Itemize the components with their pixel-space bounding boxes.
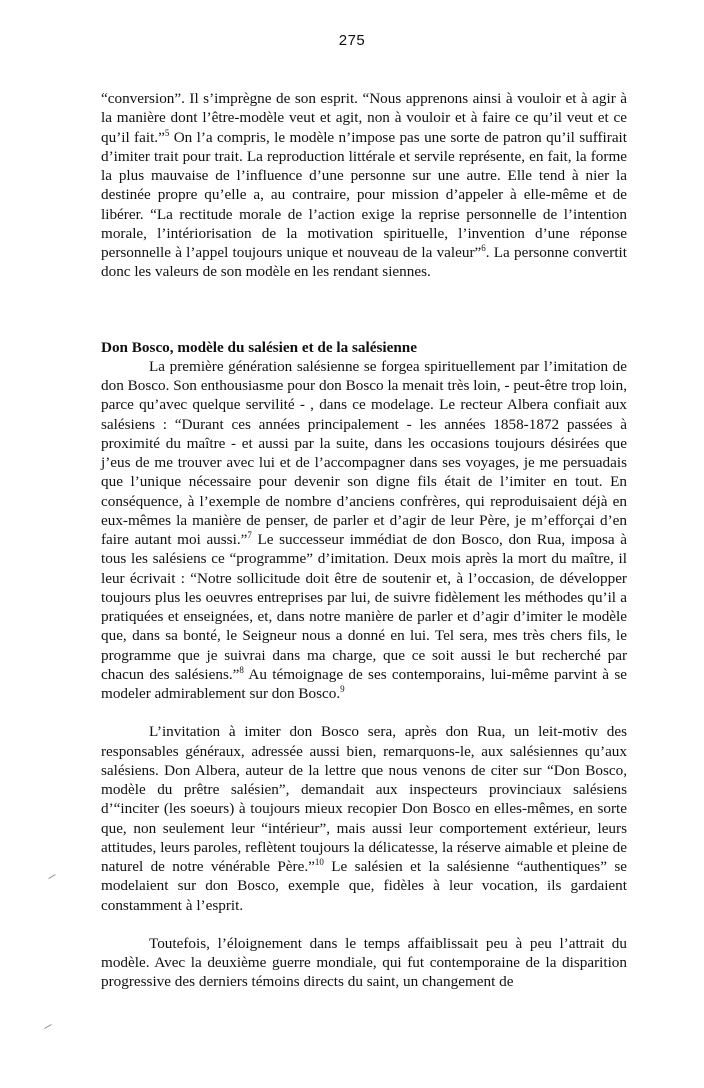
footnote-ref: 5 [164,127,170,138]
footnote-ref: 6 [481,242,486,253]
paragraph [101,357,627,704]
paragraph-continued [101,89,627,282]
page-number: 275 [338,32,366,49]
paragraph-text: Le successeur immédiat de don Bosco, don Rua, imposa à tous les salésiens ce “programme” d’imitation. Deux mois après la mort du maître, il leur écrivait : “Notre sollicitude doit être de soutenir et, à l’occasion, de développer toujours plus les oeuvres entreprises par lui, de suivre fidèlement les méthodes qu’il a pratiquées et enseignées, et, dans notre manière de parler et d’agir d’imiter le modèle que, dans sa bonté, le Seigneur nous a donné en lui. Tel sera, mes très chers fils, le programme que je suivrai dans ma charge, que ce soit aussi le but recherché par chacun des salésiens.” [101,531,628,683]
footnote-ref: 7 [247,529,252,540]
section-heading: Don Bosco, modèle du salésien et de la salésienne [101,338,417,356]
paragraph-text: L’invitation à imiter don Bosco sera, après don Rua, un leit-motiv des responsables généraux, adressée aussi bien, remarquons-le, aux salésiennes qu’aux salésiens. Don Albera, auteur de la lettre que nous venons de citer sur “Don Bosco, modèle du prêtre salésien”, demandait aux inspecteurs provinciaux salésiens d’“inciter (les soeurs) à toujours mieux recopier Don Bosco en elles-mêmes, en sorte que, non seulement leur “intérieur”, mais aussi leur comportement extérieur, leurs attitudes, leurs paroles, reflètent toujours la délicatesse, la réserve aimable et pleine de naturel de notre vénérable Père.” [101,723,627,875]
margin-pencil-mark [44,1024,51,1029]
paragraph-text: Le salésien et la salésienne “authentiques” se modelaient sur don Bosco, exemple que, fidèles à leur vocation, ils gardaient constamment à l’esprit. [101,858,627,914]
paragraph [101,934,627,992]
page-body [101,89,627,992]
paragraph-text: On l’a compris, le modèle n’impose pas une sorte de patron qu’il suffirait d’imiter trait pour trait. La reproduction littérale et servile représente, en fait, la forme la plus mauvaise de l’influence d’une personne sur une autre. Elle tend à nier la destinée propre qu’elle a, au contraire, pour mission d’appeler à elle-même et de libérer. “La rectitude morale de l’action exige la reprise personnelle de l’intention morale, l’intériorisation de la motivation spirituelle, l’invention d’une réponse personnelle à l’appel toujours unique et nouveau de la valeur” [101,128,627,261]
footnote-ref: 9 [340,683,345,694]
paragraph-text: Au témoignage de ses contemporains, lui-même parvint à se modeler admirablement sur don Bosco. [101,665,627,702]
paragraph-text: Toutefois, l’éloignement dans le temps affaiblissait peu à peu l’attrait du modèle. Avec la deuxième guerre mondiale, qui fut contemporaine de la disparition progressive des derniers témoins directs du saint, un changement de [101,934,627,991]
paragraph-text: La première génération salésienne se forgea spirituellement par l’imitation de don Bosco. Son enthousiasme pour don Bosco la menait très loin, - peut-être trop loin, parce qu’avec quelque servilité - , dans ce modelage. Le recteur Albera confiait aux salésiens : “Durant ces années principalement - les années 1858-1872 passées à proximité du maître - et aussi par la suite, dans les occasions toujours désirées que j’eus de me trouver avec lui et de l’accompagner dans ses voyages, je me persuadais que l’unique nécessaire pour devenir son digne fils était de l’imiter en tout. En conséquence, à l’exemple de nombre d’anciens confrères, qui reproduisaient déjà en eux-mêmes la manière de penser, de parler et d’agir de leur Père, je m’efforçai d’en faire autant moi aussi.” [101,357,627,548]
paragraph-text: . La personne convertit donc les valeurs de son modèle en les rendant siennes. [101,244,627,281]
footnote-ref: 8 [239,664,244,675]
margin-pencil-mark [48,874,55,879]
paragraph [101,722,627,915]
paragraph-text: “conversion”. Il s’imprègne de son esprit. “Nous apprenons ainsi à vouloir et à agir à la manière dont l’être-modèle veut et agit, non à vouloir et à faire ce qu’il veut et ce qu’il fait.” [101,90,627,146]
footnote-ref: 10 [314,856,324,867]
